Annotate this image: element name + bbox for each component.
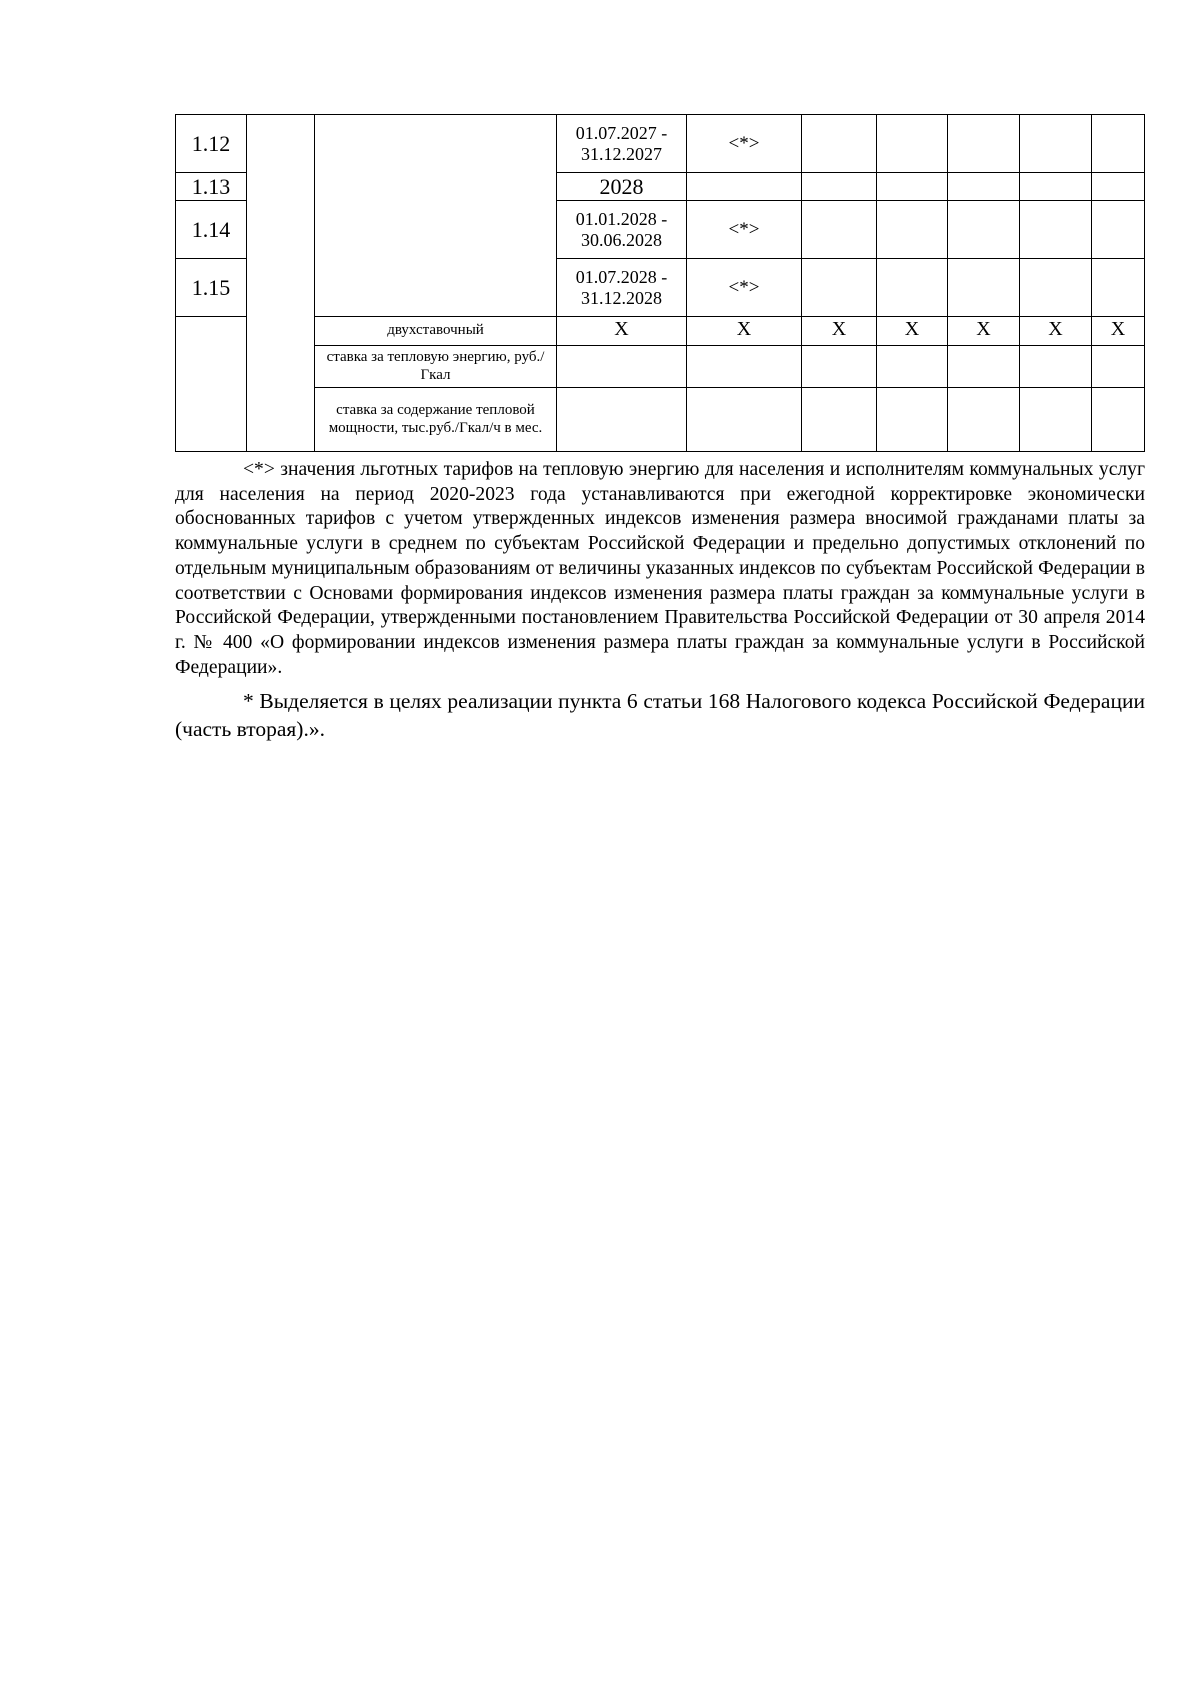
x-mark: X: [802, 317, 877, 346]
period-cell: 01.07.2028 - 31.12.2028: [557, 259, 687, 317]
row-number: 1.13: [176, 173, 247, 201]
empty-merged-column: [247, 115, 315, 452]
tariff-table: [175, 114, 1145, 452]
tariff-mark: [687, 173, 802, 201]
footnote-tariff-values: <*> значения льготных тарифов на тепловую энергию для населения и исполнителям коммунальных услуг для населения на период 2020-2023 года устанавливаются при ежегодной корректировке экономически обоснованных тарифов с учетом утвержденных индексов изменения размера вносимой гражданами платы за коммунальные услуги в среднем по субъектам Российской Федерации и предельно допустимых отклонений по отдельным муниципальным образованиям от величины указанных индексов по субъектам Российской Федерации в соответствии с Основами формирования индексов изменения размера платы граждан за коммунальные услуги в Российской Федерации, утвержденными постановлением Правительства Российской Федерации от 30 апреля 2014 г. № 400 «О формировании индексов изменения размера платы граждан за коммунальные услуги в Российской Федерации».: [175, 459, 1145, 678]
x-mark: X: [687, 317, 802, 346]
x-mark: X: [948, 317, 1020, 346]
tariff-mark: <*>: [687, 201, 802, 259]
two-part-tariff-label: двухставочный: [315, 317, 557, 346]
heat-rate-label: ставка за тепловую энергию, руб./Гкал: [315, 346, 557, 388]
table-row: [176, 388, 1145, 452]
row-number: 1.15: [176, 259, 247, 317]
footnotes: [175, 458, 1145, 743]
x-mark: X: [557, 317, 687, 346]
x-mark: X: [1092, 317, 1145, 346]
tariff-mark: <*>: [687, 115, 802, 173]
period-cell: 01.07.2027 - 31.12.2027: [557, 115, 687, 173]
x-mark: X: [877, 317, 948, 346]
row-number: 1.14: [176, 201, 247, 259]
tariff-mark: <*>: [687, 259, 802, 317]
footnote-tax-code: * Выделяется в целях реализации пункта 6 статьи 168 Налогового кодекса Российской Федерации (часть вторая).».: [175, 689, 1145, 741]
period-cell: 01.01.2028 - 30.06.2028: [557, 201, 687, 259]
capacity-rate-label: ставка за содержание тепловой мощности, тыс.руб./Гкал/ч в мес.: [315, 388, 557, 452]
empty-merged-cell: [176, 317, 247, 452]
empty-merged-cell: [315, 115, 557, 317]
row-number: 1.12: [176, 115, 247, 173]
x-mark: X: [1020, 317, 1092, 346]
table-row: [176, 115, 1145, 173]
table-row: [176, 317, 1145, 346]
table-row: [176, 346, 1145, 388]
period-cell: 2028: [557, 173, 687, 201]
